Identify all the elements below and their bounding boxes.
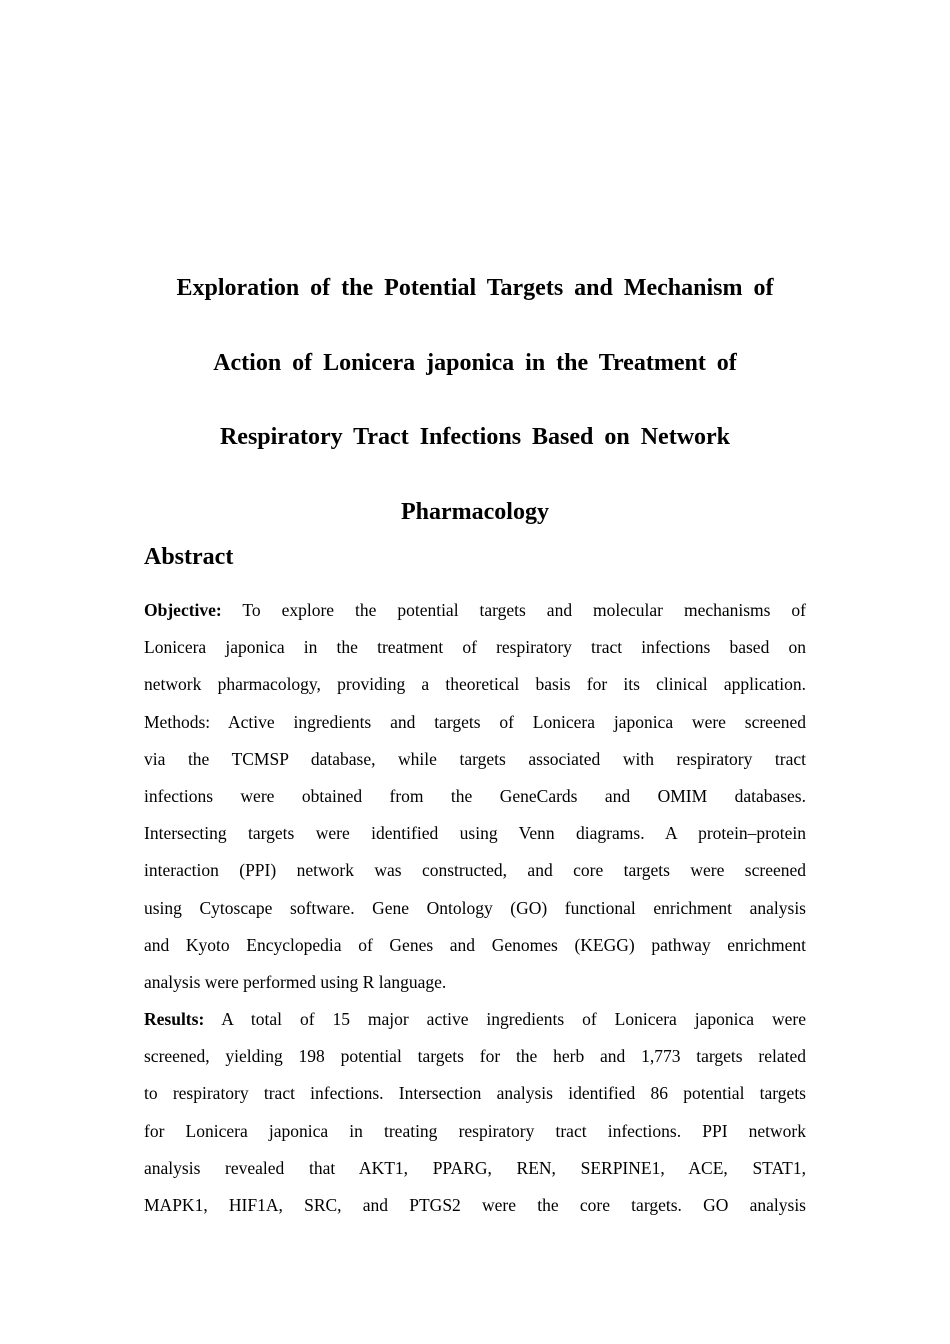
paragraph-line: to respiratory tract infections. Intersection analysis identified 86 potential targets	[144, 1083, 806, 1104]
paragraph-line	[144, 1001, 806, 1038]
paragraph-line: Intersecting targets were identified using Venn diagrams. A protein–protein	[144, 823, 806, 844]
paragraph-line: via the TCMSP database, while targets associated with respiratory tract	[144, 748, 806, 769]
paragraph-text: A total of 15 major active ingredients of Lonicera japonica were	[204, 1009, 806, 1029]
paper-title	[130, 251, 820, 549]
title-line: Respiratory Tract Infections Based on Network	[219, 424, 731, 450]
paragraph-line: network pharmacology, providing a theoretical basis for its clinical application.	[144, 674, 806, 695]
abstract-heading: Abstract	[144, 544, 234, 570]
paragraph-line: screened, yielding 198 potential targets for the herb and 1,773 targets related	[144, 1046, 806, 1067]
paragraph-line: for Lonicera japonica in treating respiratory tract infections. PPI network	[144, 1120, 806, 1141]
title-line: Action of Lonicera japonica in the Treatment of	[213, 349, 737, 376]
paragraph-line: and Kyoto Encyclopedia of Genes and Genomes (KEGG) pathway enrichment	[144, 934, 806, 955]
title-line: Pharmacology	[401, 498, 549, 525]
objective-label: Objective:	[144, 600, 222, 620]
paragraph-line: analysis revealed that AKT1, PPARG, REN, SERPINE1, ACE, STAT1,	[144, 1157, 806, 1178]
paragraph-line: MAPK1, HIF1A, SRC, and PTGS2 were the core targets. GO analysis	[144, 1194, 806, 1215]
paragraph-line	[144, 592, 806, 629]
paragraph-line: analysis were performed using R language.	[144, 971, 447, 992]
paragraph-text: To explore the potential targets and molecular mechanisms of	[221, 600, 806, 620]
title-line: Exploration of the Potential Targets and Mechanism of	[176, 275, 774, 301]
paragraph-line: infections were obtained from the GeneCards and OMIM databases.	[144, 785, 806, 806]
objective-methods-paragraph	[144, 592, 806, 1001]
results-paragraph	[144, 1001, 806, 1224]
paragraph-line: interaction (PPI) network was constructed, and core targets were screened	[144, 860, 806, 881]
results-label: Results:	[144, 1009, 205, 1029]
paragraph-line: Lonicera japonica in the treatment of respiratory tract infections based on	[144, 637, 806, 658]
paragraph-line: Methods: Active ingredients and targets of Lonicera japonica were screened	[144, 711, 806, 732]
paragraph-line: using Cytoscape software. Gene Ontology (GO) functional enrichment analysis	[144, 897, 806, 918]
